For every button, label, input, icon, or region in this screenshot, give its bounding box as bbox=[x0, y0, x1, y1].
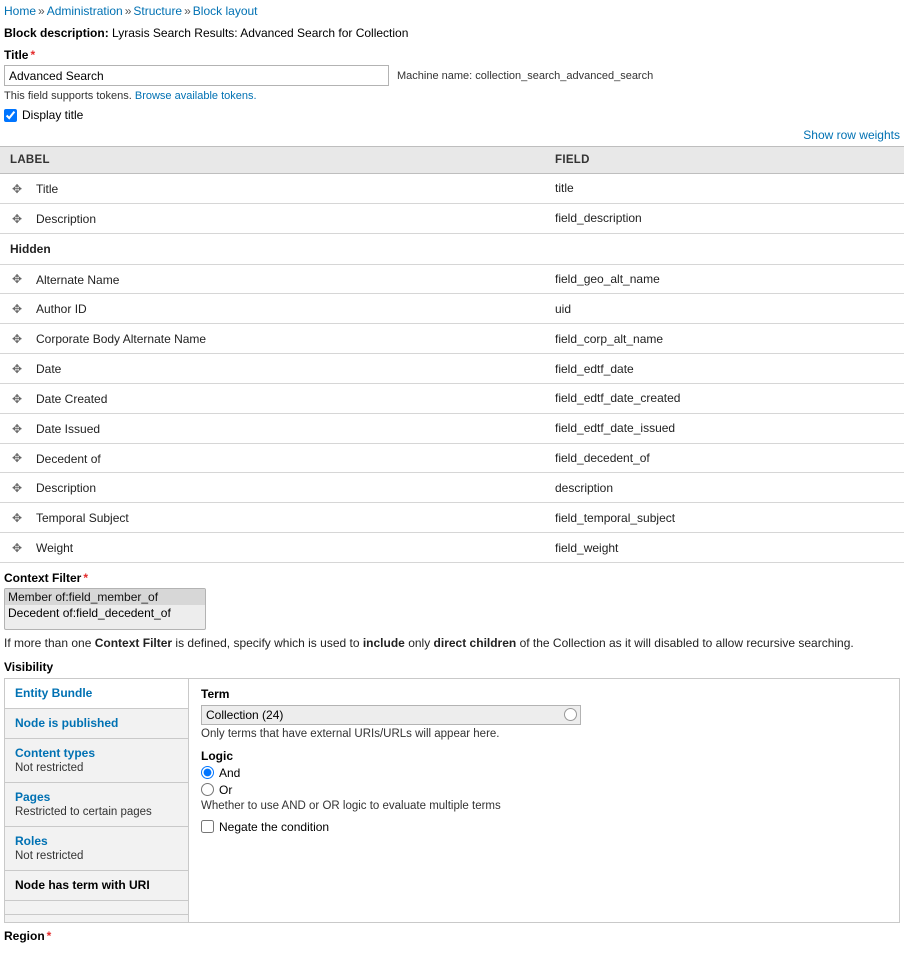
drag-handle-icon[interactable]: ✥ bbox=[11, 332, 23, 347]
visibility-tab-node-has-term-with-uri[interactable] bbox=[5, 871, 188, 901]
show-row-weights-link[interactable]: Show row weights bbox=[803, 128, 900, 142]
browse-tokens-link[interactable]: Browse available tokens. bbox=[134, 90, 257, 102]
breadcrumb bbox=[0, 0, 904, 24]
table-row[interactable] bbox=[0, 354, 904, 384]
title-field-group bbox=[0, 44, 904, 86]
drag-handle-icon[interactable]: ✥ bbox=[11, 181, 23, 196]
negate-condition-row bbox=[201, 820, 889, 834]
region-label: Hidden bbox=[0, 233, 545, 264]
region-field-label-wrap bbox=[0, 923, 904, 943]
table-row[interactable] bbox=[0, 473, 904, 503]
breadcrumb-item-administration[interactable]: Administration bbox=[46, 4, 123, 18]
tab-title: Roles bbox=[15, 833, 48, 848]
ctx-desc-bold2: include bbox=[362, 635, 405, 650]
logic-radio-or-row bbox=[201, 783, 889, 797]
visibility-panel bbox=[189, 679, 899, 922]
field-label: Title bbox=[36, 181, 59, 196]
term-input[interactable] bbox=[201, 705, 581, 725]
required-marker: * bbox=[46, 928, 52, 943]
field-label: Description bbox=[36, 211, 97, 226]
field-label: Temporal Subject bbox=[36, 511, 129, 526]
visibility-tab-content-types[interactable] bbox=[5, 739, 188, 783]
breadcrumb-separator: » bbox=[184, 4, 191, 18]
table-row[interactable] bbox=[0, 174, 904, 204]
ctx-desc-part2: is defined, specify which is used to bbox=[172, 635, 363, 650]
row-label-cell bbox=[0, 383, 545, 413]
table-header-row bbox=[0, 147, 904, 174]
ctx-desc-bold1: Context Filter bbox=[94, 635, 173, 650]
drag-handle-icon[interactable]: ✥ bbox=[11, 481, 23, 496]
field-machine-name: description bbox=[545, 473, 904, 503]
table-row[interactable] bbox=[0, 203, 904, 233]
ctx-desc-part3: only bbox=[404, 635, 434, 650]
breadcrumb-separator: » bbox=[124, 4, 132, 18]
block-description bbox=[0, 24, 904, 44]
term-help-text: Only terms that have external URIs/URLs will appear here. bbox=[201, 727, 500, 740]
field-label: Date bbox=[36, 361, 62, 376]
breadcrumb-item-home[interactable]: Home bbox=[4, 4, 37, 18]
logic-radio-or-label: Or bbox=[219, 782, 233, 797]
drag-handle-icon[interactable]: ✥ bbox=[11, 272, 23, 287]
field-machine-name: field_edtf_date_created bbox=[545, 383, 904, 413]
field-label: Alternate Name bbox=[36, 272, 120, 287]
drag-handle-icon[interactable]: ✥ bbox=[11, 391, 23, 406]
table-row[interactable] bbox=[0, 383, 904, 413]
visibility-tab-node-is-published[interactable] bbox=[5, 709, 188, 739]
field-label: Decedent of bbox=[36, 451, 101, 466]
column-header-label: LABEL bbox=[0, 147, 545, 174]
drag-handle-icon[interactable]: ✥ bbox=[11, 540, 23, 555]
row-label-cell bbox=[0, 443, 545, 473]
visibility-label: Visibility bbox=[4, 659, 54, 674]
negate-condition-checkbox[interactable] bbox=[201, 820, 214, 833]
required-marker: * bbox=[30, 48, 36, 62]
display-title-row bbox=[0, 104, 904, 128]
tokens-note-text: This field supports tokens. bbox=[4, 90, 132, 102]
tab-title: Entity Bundle bbox=[15, 685, 93, 700]
ctx-desc-bold3: direct children bbox=[433, 635, 517, 650]
logic-radio-and-label: And bbox=[219, 765, 241, 780]
tab-title: Pages bbox=[15, 789, 51, 804]
machine-name-text: Machine name: collection_search_advanced_search bbox=[397, 69, 654, 82]
row-label-cell bbox=[0, 324, 545, 354]
tab-subtitle: Not restricted bbox=[15, 849, 84, 862]
tab-title: Node has term with URI bbox=[15, 877, 150, 892]
display-title-label: Display title bbox=[22, 108, 84, 122]
field-label: Date Issued bbox=[36, 421, 101, 436]
visibility-tab-roles[interactable] bbox=[5, 827, 188, 871]
field-machine-name: field_geo_alt_name bbox=[545, 264, 904, 294]
field-machine-name: field_edtf_date_issued bbox=[545, 413, 904, 443]
region-empty-cell bbox=[545, 233, 904, 264]
tab-subtitle: Not restricted bbox=[15, 761, 84, 774]
table-row[interactable] bbox=[0, 533, 904, 563]
context-filter-label: Context Filter bbox=[4, 570, 82, 585]
context-filter-description bbox=[0, 630, 904, 650]
tokens-note bbox=[0, 86, 904, 104]
visibility-tab-partial[interactable] bbox=[5, 901, 188, 915]
visibility-tab-list bbox=[5, 679, 189, 922]
fields-table-body bbox=[0, 174, 904, 563]
row-label-cell bbox=[0, 203, 545, 233]
row-label-cell bbox=[0, 174, 545, 204]
field-label: Corporate Body Alternate Name bbox=[36, 332, 207, 347]
context-filter-option[interactable] bbox=[5, 605, 205, 621]
required-marker: * bbox=[83, 570, 89, 585]
logic-help-text: Whether to use AND or OR logic to evaluate multiple terms bbox=[201, 799, 501, 812]
table-row[interactable] bbox=[0, 264, 904, 294]
drag-handle-icon[interactable]: ✥ bbox=[11, 302, 23, 317]
drag-handle-icon[interactable]: ✥ bbox=[11, 451, 23, 466]
context-filter-group bbox=[0, 563, 904, 630]
table-row[interactable] bbox=[0, 503, 904, 533]
visibility-tab-entity-bundle[interactable] bbox=[5, 679, 188, 709]
row-label-cell bbox=[0, 473, 545, 503]
display-title-checkbox[interactable] bbox=[4, 109, 17, 122]
visibility-container bbox=[4, 678, 900, 923]
breadcrumb-item-structure[interactable]: Structure bbox=[133, 4, 183, 18]
field-machine-name: field_corp_alt_name bbox=[545, 324, 904, 354]
row-label-cell bbox=[0, 413, 545, 443]
drag-handle-icon[interactable]: ✥ bbox=[11, 211, 23, 226]
field-machine-name: field_decedent_of bbox=[545, 443, 904, 473]
field-label: Author ID bbox=[36, 302, 87, 317]
table-row[interactable] bbox=[0, 413, 904, 443]
drag-handle-icon[interactable]: ✥ bbox=[11, 361, 23, 376]
row-label-cell bbox=[0, 264, 545, 294]
context-filter-select[interactable] bbox=[4, 588, 206, 630]
tab-title: Node is published bbox=[15, 715, 119, 730]
tab-subtitle: Restricted to certain pages bbox=[15, 805, 152, 818]
region-field-label: Region bbox=[4, 928, 45, 943]
term-autocomplete bbox=[201, 705, 581, 725]
row-label-cell bbox=[0, 533, 545, 563]
show-row-weights-wrap bbox=[0, 128, 904, 146]
row-label-cell bbox=[0, 354, 545, 384]
autocomplete-throbber-icon bbox=[564, 708, 577, 721]
ctx-desc-part1: If more than one bbox=[4, 635, 95, 650]
table-row[interactable] bbox=[0, 443, 904, 473]
fields-table bbox=[0, 146, 904, 563]
logic-radio-or[interactable] bbox=[201, 783, 214, 796]
logic-radio-and-row bbox=[201, 766, 889, 780]
logic-label: Logic bbox=[201, 748, 233, 763]
field-machine-name: title bbox=[545, 174, 904, 204]
row-label-cell bbox=[0, 503, 545, 533]
block-description-value: Lyrasis Search Results: Advanced Search for Collection bbox=[112, 26, 409, 40]
field-label: Date Created bbox=[36, 391, 108, 406]
title-input[interactable] bbox=[4, 65, 389, 86]
field-machine-name: uid bbox=[545, 294, 904, 324]
block-description-label: Block description: bbox=[4, 26, 109, 40]
term-label: Term bbox=[201, 686, 230, 701]
table-row[interactable] bbox=[0, 294, 904, 324]
field-machine-name: field_temporal_subject bbox=[545, 503, 904, 533]
tab-title: Content types bbox=[15, 745, 96, 760]
drag-handle-icon[interactable]: ✥ bbox=[11, 421, 23, 436]
visibility-tab-pages[interactable] bbox=[5, 783, 188, 827]
breadcrumb-item-block-layout[interactable]: Block layout bbox=[192, 4, 258, 18]
field-label: Weight bbox=[36, 540, 74, 555]
field-machine-name: field_edtf_date bbox=[545, 354, 904, 384]
title-label: Title bbox=[4, 48, 29, 62]
region-row-hidden bbox=[0, 233, 904, 264]
context-filter-option[interactable] bbox=[5, 589, 205, 605]
logic-radio-and[interactable] bbox=[201, 766, 214, 779]
row-label-cell bbox=[0, 294, 545, 324]
column-header-field: FIELD bbox=[545, 147, 904, 174]
table-row[interactable] bbox=[0, 324, 904, 354]
field-label: Description bbox=[36, 481, 97, 496]
drag-handle-icon[interactable]: ✥ bbox=[11, 511, 23, 526]
breadcrumb-separator: » bbox=[38, 4, 45, 18]
field-machine-name: field_description bbox=[545, 203, 904, 233]
field-machine-name: field_weight bbox=[545, 533, 904, 563]
ctx-desc-part4: of the Collection as it will disabled to allow recursive searching. bbox=[516, 635, 854, 650]
negate-condition-label: Negate the condition bbox=[219, 819, 330, 834]
